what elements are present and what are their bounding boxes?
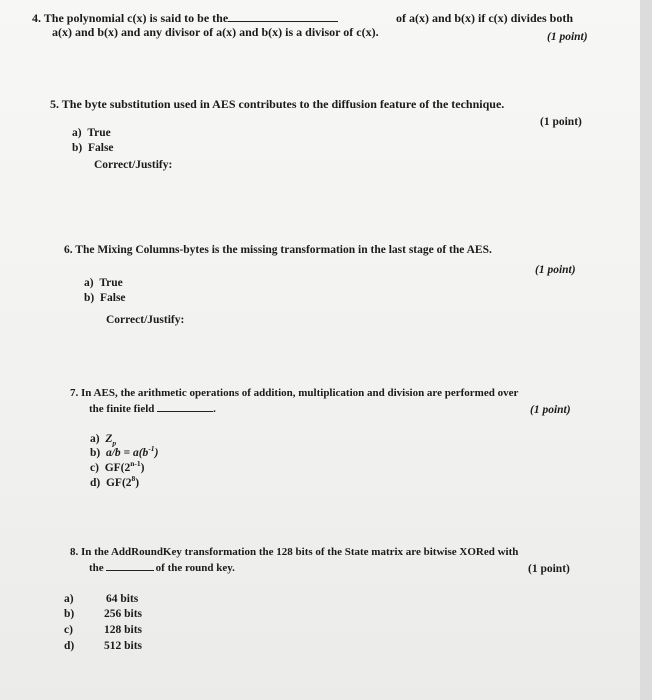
- question-7-option-a[interactable]: a) $Z_p$: [90, 433, 117, 448]
- question-8-line-2: the of the round key.: [89, 562, 235, 574]
- question-8-option-a-label: a): [64, 593, 74, 605]
- question-8-option-c-label: c): [64, 624, 73, 636]
- question-7-option-b[interactable]: b) $a/b = a(b^{-1})$: [90, 444, 159, 459]
- question-4-line-1-end: of a(x) and b(x) if c(x) divides both: [396, 11, 574, 25]
- question-7-line-2: the finite field .: [89, 403, 216, 415]
- question-8-points: (1 point): [528, 563, 570, 575]
- question-4-points: (1 point): [547, 31, 588, 43]
- question-7-line-1: 7. In AES, the arithmetic operations of addition, multiplication and division are performed over: [70, 387, 519, 399]
- question-8-option-d-label: d): [64, 640, 75, 652]
- question-7-option-d[interactable]: d) $GF(2^8)$: [90, 474, 140, 489]
- question-8-option-b-label: b): [64, 608, 75, 620]
- question-5-text: 5. The byte substitution used in AES contributes to the diffusion feature of the technique.: [50, 97, 505, 111]
- question-7-points: (1 point): [530, 404, 571, 416]
- question-6-points: (1 point): [535, 264, 576, 276]
- question-6-option-a[interactable]: a) True: [84, 277, 123, 289]
- question-6-justify-label: Correct/Justify:: [106, 314, 185, 326]
- question-8-option-b[interactable]: 256 bits: [104, 608, 143, 620]
- question-5-justify-label: Correct/Justify:: [94, 159, 173, 171]
- question-7-option-c[interactable]: c) GF(2$^{n-1}$): [90, 459, 145, 474]
- page-edge: [640, 0, 652, 700]
- answer-blank: [228, 11, 338, 22]
- question-5-points: (1 point): [540, 116, 582, 128]
- question-8-option-c[interactable]: 128 bits: [104, 624, 143, 636]
- question-8-option-d[interactable]: 512 bits: [104, 640, 143, 652]
- question-6-option-b[interactable]: b) False: [84, 292, 126, 304]
- question-6-text: 6. The Mixing Columns-bytes is the missing transformation in the last stage of the AES.: [64, 244, 492, 256]
- question-4-line-1: 4. The polynomial c(x) is said to be the: [32, 11, 338, 25]
- question-5-option-b[interactable]: b) False: [72, 142, 114, 154]
- answer-blank: [106, 560, 154, 571]
- question-5-option-a[interactable]: a) True: [72, 127, 111, 139]
- question-8-option-a[interactable]: 64 bits: [106, 593, 139, 605]
- answer-blank: [157, 401, 213, 412]
- question-8-line-1: 8. In the AddRoundKey transformation the 128 bits of the State matrix are bitwise XORed with: [70, 546, 519, 558]
- question-4-line-2: a(x) and b(x) and any divisor of a(x) and b(x) is a divisor of c(x).: [52, 25, 379, 39]
